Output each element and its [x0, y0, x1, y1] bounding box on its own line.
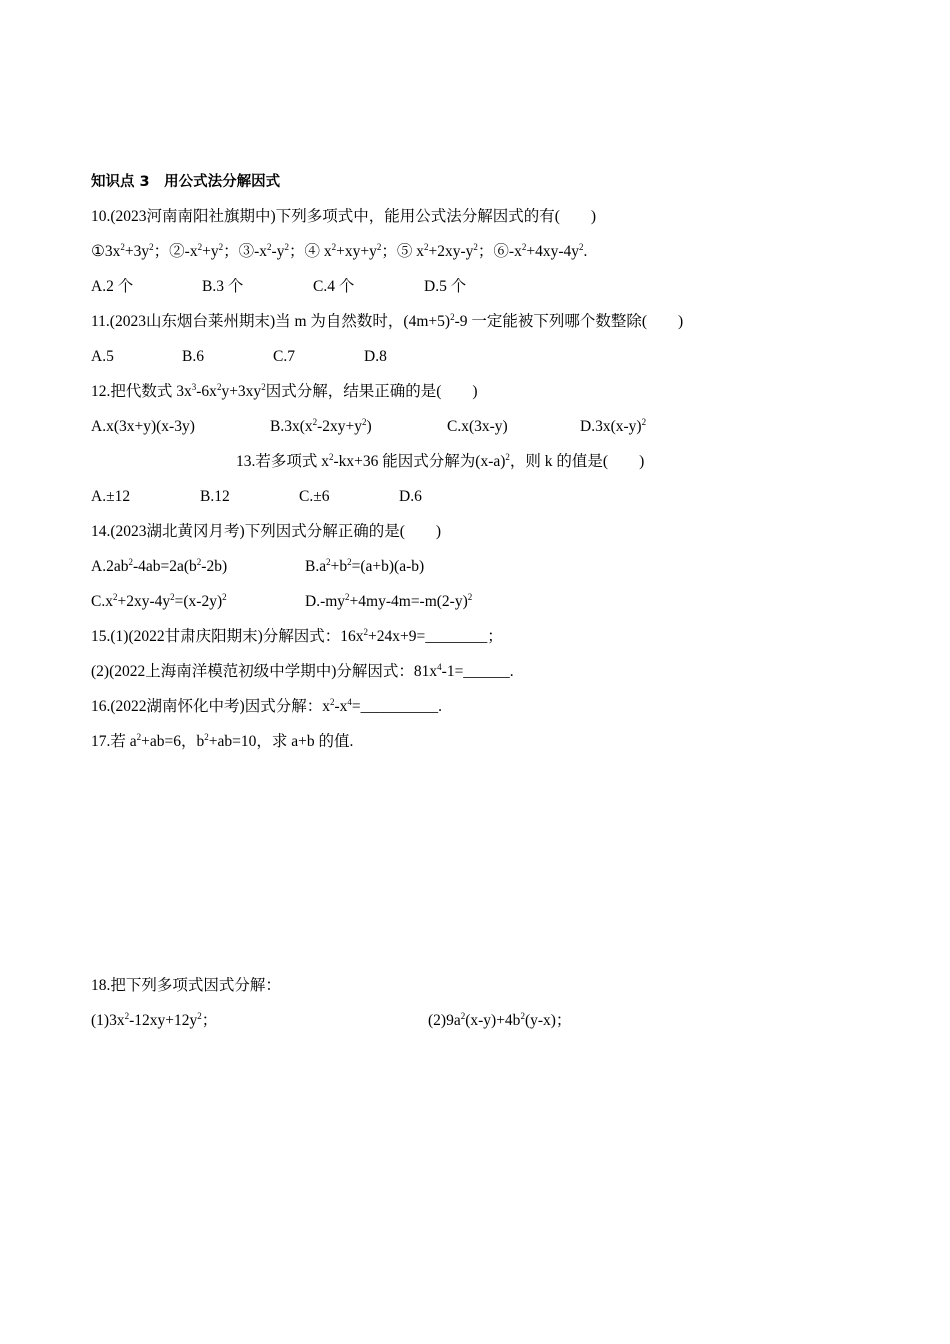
question-17: 17.若 $a^2+ab=6$，$b^2+ab=10$，求 a+b 的值.: [91, 732, 354, 750]
section-title: 知识点 3 用公式法分解因式: [91, 174, 281, 190]
question-10-items: [91, 242, 587, 262]
question-15-part-1: 15.(1)(2022甘肃庆阳期末)分解因式：$16x^2+24x+9=\_\_\_\_\_\_\_\_$；: [91, 627, 503, 645]
q10-option-d: D.5 个: [424, 278, 467, 295]
q10-item-6: $⑥-x^2+4xy-4y^2$.: [493, 242, 588, 260]
question-14-stem: 14.(2023湖北黄冈月考)下列因式分解正确的是( ): [91, 523, 442, 540]
q12-option-a: A.x(3x+y)(x-3y): [91, 418, 195, 435]
q13-option-b: B.12: [200, 488, 230, 505]
q12-option-c: C.x(3x-y): [447, 418, 508, 435]
q12-option-d: $D.3x(x-y)^2$: [580, 417, 647, 435]
q14-option-a: $A.2ab^2-4ab=2a(b^2-2b)$: [91, 557, 228, 575]
q10-item-1: $①3x^2+3y^2$；: [91, 242, 170, 260]
q18-part-2: $(2)9a^2(x-y)+4b^2(y-x)$；: [428, 1011, 572, 1029]
q14-option-d: $D.-my^2+4my-4m=-m(2-y)^2$: [305, 592, 473, 610]
q10-option-b: B.3 个: [202, 278, 244, 295]
q10-item-2: $②-x^2+y^2$；: [169, 242, 239, 260]
question-15-part-2: (2)(2022上海南洋模范初级中学期中)分解因式：$81x^4-1=\_\_\_\_\_\_$.: [91, 662, 514, 680]
q11-option-d: D.8: [364, 348, 387, 365]
q13-option-a: A.±12: [91, 488, 131, 505]
question-12-stem: 12.把代数式 $3x^3-6x^2y+3xy^2$因式分解，结果正确的是( ): [91, 382, 478, 400]
q13-option-d: D.6: [399, 488, 422, 505]
question-11-stem: 11.(2023山东烟台莱州期末)当 m 为自然数时，$(4m+5)^2-9$ 一定能被下列哪个数整除( ): [91, 312, 684, 330]
q11-option-b: B.6: [182, 348, 204, 365]
q10-item-4: ④ $x^2+xy+y^2$；: [304, 242, 397, 260]
question-10-stem: 10.(2023河南南阳社旗期中)下列多项式中，能用公式法分解因式的有( ): [91, 208, 597, 225]
q18-part-1: $(1)3x^2-12xy+12y^2$；: [91, 1011, 218, 1029]
q11-option-a: A.5: [91, 348, 114, 365]
q10-option-a: A.2 个: [91, 278, 134, 295]
q10-option-c: C.4 个: [313, 278, 355, 295]
q13-option-c: C.±6: [299, 488, 330, 505]
q10-item-3: $③-x^2-y^2$；: [238, 242, 305, 260]
q14-option-c: $C.x^2+2xy-4y^2=(x-2y)^2$: [91, 592, 227, 610]
q10-item-5: ⑤ $x^2+2xy-y^2$；: [396, 242, 494, 260]
q11-option-c: C.7: [273, 348, 295, 365]
question-13-stem: 13.若多项式 $x^2-kx+36$ 能因式分解为$(x-a)^2$，则 k 的值是( ): [236, 452, 645, 470]
q14-option-b: $B.a^2+b^2=(a+b)(a-b)$: [305, 557, 425, 575]
question-16: 16.(2022湖南怀化中考)因式分解：$x^2-x^4=\_\_\_\_\_\_\_\_\_\_$.: [91, 697, 442, 715]
q12-option-b: $B.3x(x^2-2xy+y^2)$: [270, 417, 372, 435]
question-18-stem: 18.把下列多项式因式分解：: [91, 977, 281, 994]
